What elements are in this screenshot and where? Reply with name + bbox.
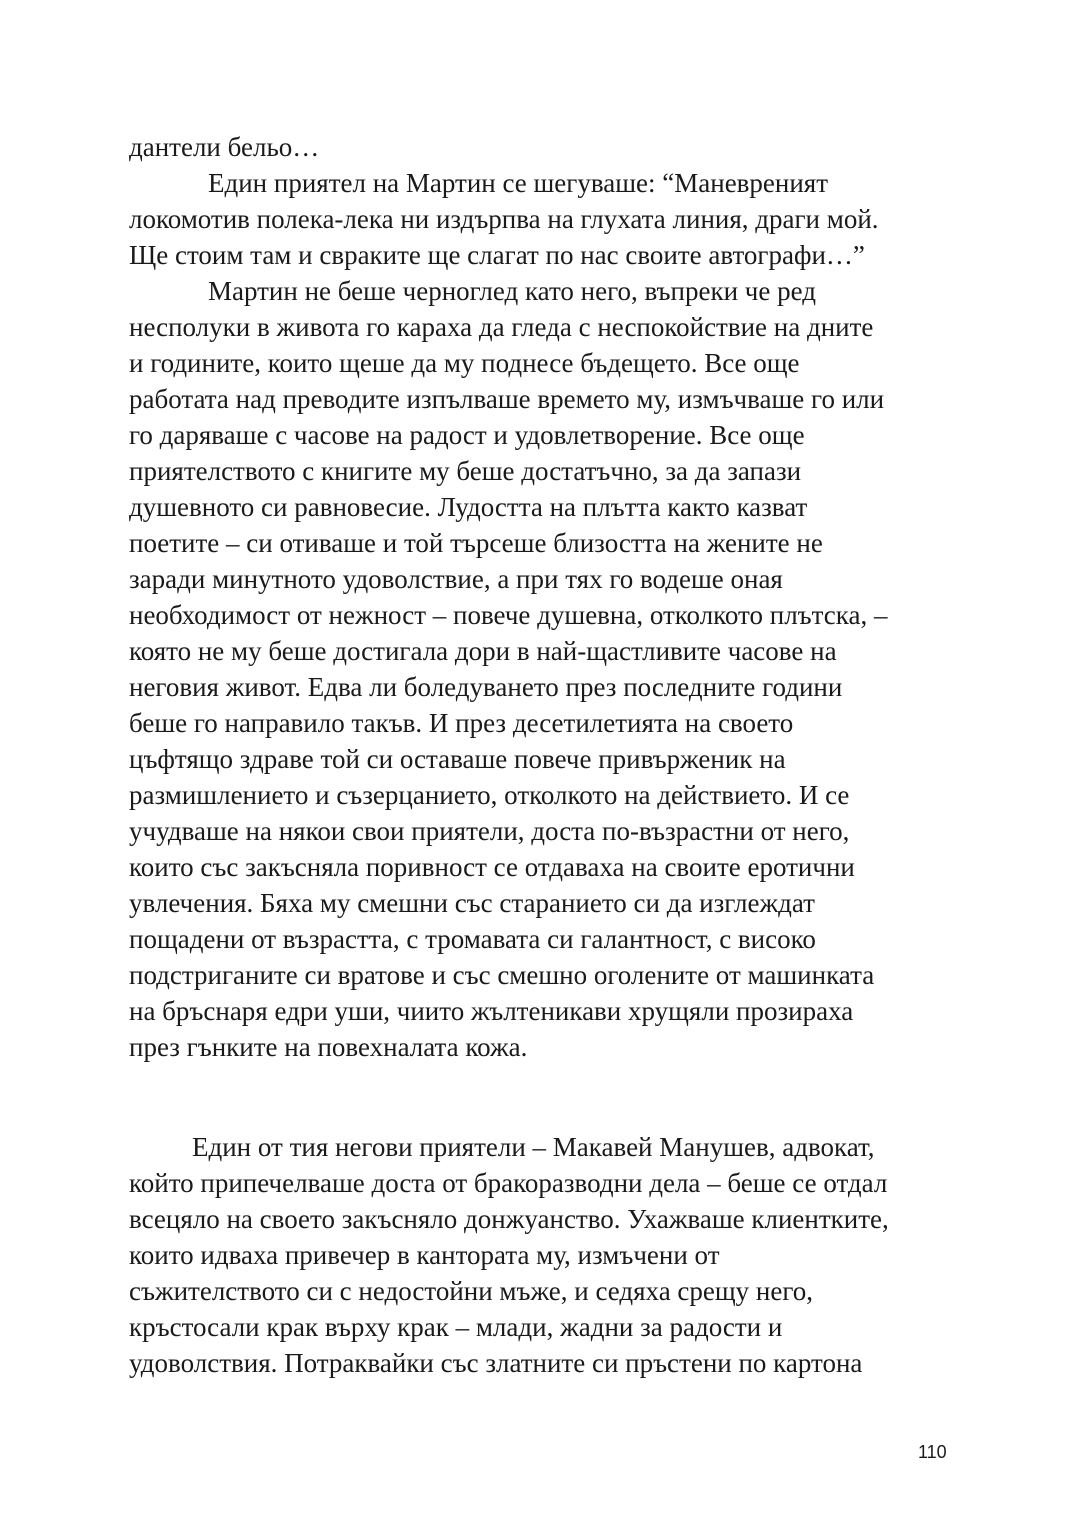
text-line: дантели бельо… bbox=[129, 132, 320, 162]
text-line: Ще стоим там и свраките ще слагат по нас своите автографи…” bbox=[129, 240, 865, 270]
text-line: Мартин не беше черноглед като него, въпреки че ред bbox=[208, 276, 816, 306]
text-line: приятелството с книгите му беше достатъчно, за да запази bbox=[129, 456, 802, 486]
text-line: и годините, които щеше да му поднесе бъдещето. Все още bbox=[129, 348, 800, 378]
text-line: подстриганите си вратове и със смешно оголените от машинката bbox=[129, 960, 875, 990]
text-line: учудваше на някои свои приятели, доста по-възрастни от него, bbox=[129, 816, 850, 846]
text-line: душевното си равновесие. Лудостта на плътта както казват bbox=[129, 492, 808, 522]
text-line: Един приятел на Мартин се шегуваше: “Маневреният bbox=[208, 168, 829, 198]
text-line: размишлението и съзерцанието, отколкото на действието. И се bbox=[129, 780, 850, 810]
text-line: го даряваше с часове на радост и удовлетворение. Все още bbox=[129, 420, 805, 450]
text-line: удоволствия. Потраквайки със златните си пръстени по картона bbox=[129, 1348, 863, 1378]
text-line: поетите – си отиваше и той търсеше близостта на жените не bbox=[129, 528, 823, 558]
text-line: Един от тия негови приятели – Макавей Манушев, адвокат, bbox=[192, 1132, 875, 1162]
text-line: цъфтящо здраве той си оставаше повече привърженик на bbox=[129, 744, 786, 774]
text-line: на бръснаря едри уши, чиито жълтеникави хрущяли прозираха bbox=[129, 996, 854, 1026]
text-line: увлечения. Бяха му смешни със старанието си да изглеждат bbox=[129, 888, 815, 918]
text-line: необходимост от нежност – повече душевна, отколкото плътска, – bbox=[129, 600, 888, 630]
text-line: работата над преводите изпълваше времето му, измъчваше го или bbox=[129, 384, 885, 414]
text-line: който припечелваше доста от бракоразводни дела – беше се отдал bbox=[129, 1168, 888, 1198]
text-line: през гънките на повехналата кожа. bbox=[129, 1032, 528, 1062]
text-line: която не му беше достигала дори в най-щастливите часове на bbox=[129, 636, 837, 666]
text-line: локомотив полека-лека ни издърпва на глухата линия, драги мой. bbox=[129, 204, 879, 234]
text-line: които идваха привечер в кантората му, измъчени от bbox=[129, 1240, 720, 1270]
text-line: кръстосали крак върху крак – млади, жадни за радости и bbox=[129, 1312, 783, 1342]
text-line: съжителството си с недостойни мъже, и седяха срещу него, bbox=[129, 1276, 814, 1306]
page-number: 110 bbox=[918, 1442, 947, 1462]
text-line: всецяло на своето закъсняло донжуанство. Ухажваше клиентките, bbox=[129, 1204, 889, 1234]
text-line: пощадени от възрастта, с тромавата си галантност, с високо bbox=[129, 924, 816, 954]
text-line: несполуки в живота го караха да гледа с неспокойствие на дните bbox=[129, 312, 874, 342]
text-line: които със закъсняла поривност се отдаваха на своите еротични bbox=[129, 852, 855, 882]
text-line: неговия живот. Едва ли боледуването през последните години bbox=[129, 672, 843, 702]
text-line: заради минутното удоволствие, а при тях го водеше оная bbox=[129, 564, 783, 594]
text-line: беше го направило такъв. И през десетилетията на своето bbox=[129, 708, 794, 738]
